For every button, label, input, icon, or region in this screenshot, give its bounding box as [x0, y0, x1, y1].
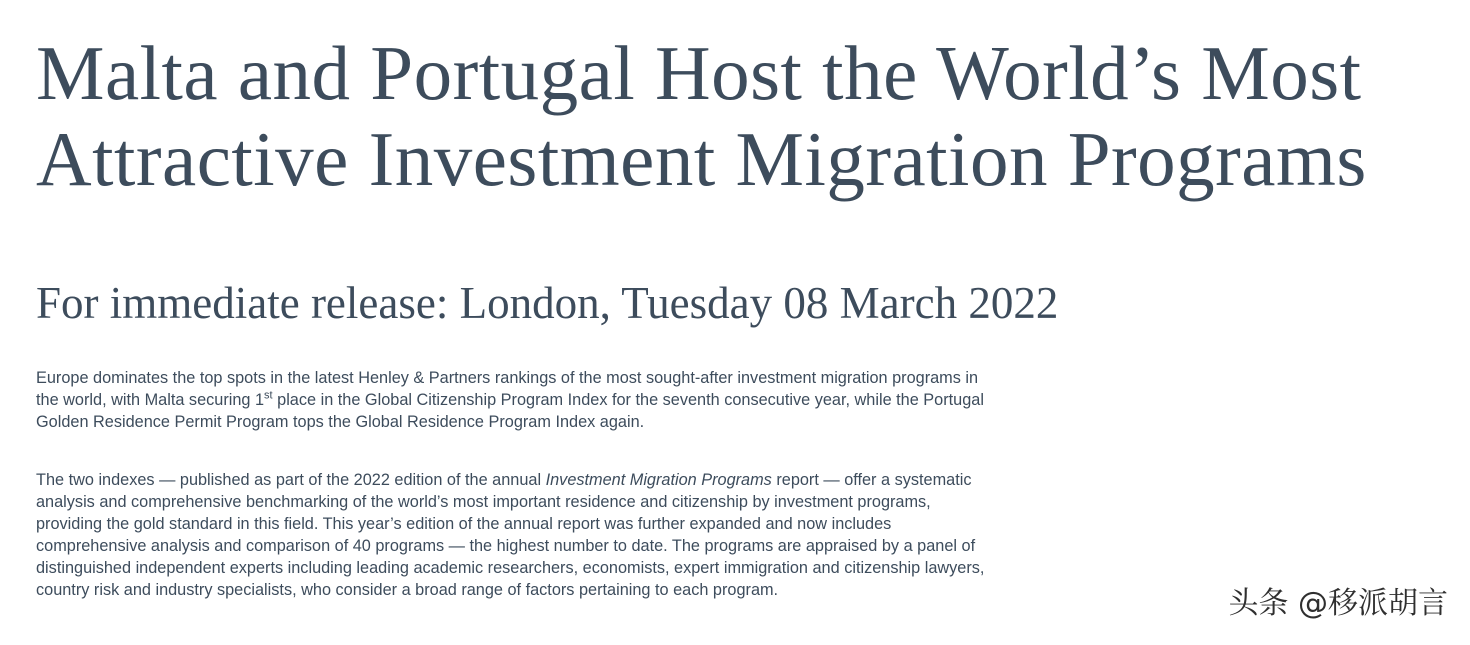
article-headline: Malta and Portugal Host the World’s Most Attractive Investment Migration Programs: [36, 30, 1367, 202]
body-paragraph-text-1: The two indexes — published as part of the 2022 edition of the annual: [36, 471, 546, 489]
body-paragraph-text-2: report — offer a systematic analysis and comprehensive benchmarking of the world’s most important residence and citizenship by investment programs, providing the gold standard in this field. This year’s edition of the annual report was further expanded and now includes comprehensive analysis and comparison of 40 programs — the highest number to date. The programs are appraised by a panel of distinguished independent experts including leading academic researchers, economists, expert immigration and citizenship lawyers, country risk and industry specialists, who consider a broad range of factors pertaining to each program.: [36, 471, 985, 599]
source-watermark: 头条 @移派胡言: [1228, 586, 1448, 621]
intro-paragraph-text-2: place in the Global Citizenship Program Index for the seventh consecutive year, while the Portugal Golden Residence Permit Program tops the Global Residence Program Index again.: [36, 391, 984, 431]
ordinal-superscript: st: [264, 389, 273, 402]
report-title-italic: Investment Migration Programs: [545, 471, 772, 489]
intro-paragraph: [36, 367, 986, 433]
intro-paragraph-text-1: Europe dominates the top spots in the latest Henley & Partners rankings of the most sought-after investment migration programs in the world, with Malta securing 1: [36, 369, 979, 409]
release-dateline: For immediate release: London, Tuesday 08 March 2022: [36, 278, 1059, 328]
body-paragraph: [36, 469, 986, 601]
